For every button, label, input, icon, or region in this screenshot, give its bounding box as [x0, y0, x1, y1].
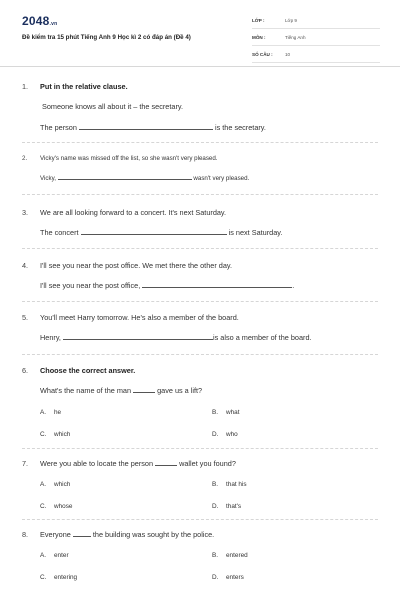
option-d[interactable] [212, 431, 238, 438]
answer-blank[interactable] [58, 178, 192, 180]
option-b[interactable] [212, 481, 247, 488]
document-title: Đề kiểm tra 15 phút Tiếng Anh 9 Học kì 2 có đáp án (Đề 4) [22, 34, 191, 41]
option-letter: A. [40, 409, 47, 416]
answer-prefix: The concert [40, 228, 79, 237]
answer-line [40, 175, 249, 182]
question-number: 6. [22, 366, 29, 375]
option-letter: C. [40, 431, 47, 438]
answer-blank [73, 535, 91, 537]
question-3 [22, 208, 382, 244]
question-number: 4. [22, 261, 29, 270]
question-sentence: We are all looking forward to a concert. It's next Saturday. [40, 208, 227, 217]
question-sentence: I'll see you near the post office. We met there the other day. [40, 261, 233, 270]
option-d[interactable] [212, 574, 244, 581]
answer-line [40, 123, 266, 132]
meta-value: Lớp 9 [285, 18, 297, 23]
option-text: which [54, 431, 71, 438]
option-letter: D. [212, 503, 219, 510]
option-b[interactable] [212, 552, 248, 559]
option-text: whose [54, 503, 73, 510]
meta-key: LỚP : [252, 18, 265, 23]
question-number: 8. [22, 530, 29, 539]
option-letter: D. [212, 574, 219, 581]
answer-prefix: The person [40, 123, 77, 132]
question-divider [22, 519, 378, 520]
option-letter: B. [212, 552, 219, 559]
option-letter: A. [40, 552, 47, 559]
sentence-after: gave us a lift? [157, 386, 203, 395]
answer-blank[interactable] [81, 233, 227, 235]
question-sentence: You'll meet Harry tomorrow. He's also a member of the board. [40, 313, 239, 322]
option-text: what [226, 409, 240, 416]
question-instruction: Put in the relative clause. [40, 82, 128, 91]
option-a[interactable] [40, 409, 61, 416]
question-7 [22, 459, 382, 479]
option-text: enter [54, 552, 69, 559]
answer-prefix: Henry, [40, 333, 61, 342]
option-c[interactable] [40, 431, 70, 438]
question-sentence [40, 386, 202, 395]
question-divider [22, 448, 378, 449]
question-4 [22, 261, 382, 297]
question-divider [22, 194, 378, 195]
option-text: that's [226, 503, 242, 510]
sentence-before: What's the name of the man [40, 386, 132, 395]
answer-line [40, 281, 294, 290]
answer-suffix: . [292, 281, 295, 290]
question-5 [22, 313, 382, 349]
option-letter: A. [40, 481, 47, 488]
meta-key: SỐ CÂU : [252, 52, 273, 57]
answer-blank [133, 391, 155, 393]
question-sentence: Someone knows all about it – the secretary. [42, 102, 184, 111]
option-a[interactable] [40, 552, 69, 559]
question-number: 3. [22, 208, 29, 217]
answer-blank[interactable] [79, 128, 213, 130]
question-number: 5. [22, 313, 29, 322]
meta-value: 10 [285, 52, 291, 57]
question-number: 2. [22, 155, 28, 162]
answer-line [40, 228, 282, 237]
option-b[interactable] [212, 409, 240, 416]
question-number: 7. [22, 459, 29, 468]
question-sentence [40, 459, 236, 468]
meta-row-subject [252, 33, 380, 46]
answer-blank[interactable] [63, 338, 213, 340]
answer-line [40, 333, 312, 342]
answer-suffix: is also a member of the board. [212, 333, 312, 342]
sentence-before: Everyone [40, 530, 71, 539]
option-text: which [54, 481, 71, 488]
option-letter: C. [40, 503, 47, 510]
question-divider [22, 354, 378, 355]
meta-table [252, 16, 380, 67]
answer-suffix: is next Saturday. [228, 228, 283, 237]
option-d[interactable] [212, 503, 241, 510]
worksheet-header [0, 0, 400, 67]
meta-row-class [252, 16, 380, 29]
question-divider [22, 248, 378, 249]
question-number: 1. [22, 82, 29, 91]
site-logo[interactable] [22, 14, 57, 28]
sentence-after: wallet you found? [179, 459, 236, 468]
option-letter: D. [212, 431, 219, 438]
answer-blank[interactable] [142, 286, 292, 288]
option-text: entering [54, 574, 78, 581]
option-letter: B. [212, 409, 219, 416]
option-text: enters [226, 574, 244, 581]
option-a[interactable] [40, 481, 70, 488]
option-letter: B. [212, 481, 219, 488]
question-2 [22, 155, 382, 191]
question-6 [22, 366, 382, 446]
sentence-after: the building was sought by the police. [92, 530, 215, 539]
answer-prefix: Vicky, [40, 175, 56, 182]
meta-row-count [252, 50, 380, 63]
question-8 [22, 530, 382, 550]
option-text: that his [226, 481, 247, 488]
option-letter: C. [40, 574, 47, 581]
logo-suffix: .vn [49, 21, 58, 27]
question-divider [22, 142, 378, 143]
question-1 [22, 82, 382, 142]
answer-prefix: I'll see you near the post office, [40, 281, 141, 290]
question-divider [22, 301, 378, 302]
option-c[interactable] [40, 574, 77, 581]
option-text: he [54, 409, 62, 416]
answer-suffix: is the secretary. [214, 123, 266, 132]
sentence-before: Were you able to locate the person [40, 459, 154, 468]
answer-blank [155, 464, 177, 466]
logo-text: 2048 [22, 14, 50, 28]
answer-suffix: wasn't very pleased. [193, 175, 250, 182]
question-sentence: Vicky's name was missed off the list, so she wasn't very pleased. [40, 155, 218, 162]
option-c[interactable] [40, 503, 72, 510]
meta-value: Tiếng Anh [285, 35, 306, 40]
question-sentence [40, 530, 214, 539]
question-instruction: Choose the correct answer. [40, 366, 136, 375]
option-text: entered [226, 552, 248, 559]
meta-key: MÔN : [252, 35, 266, 40]
option-text: who [226, 431, 238, 438]
